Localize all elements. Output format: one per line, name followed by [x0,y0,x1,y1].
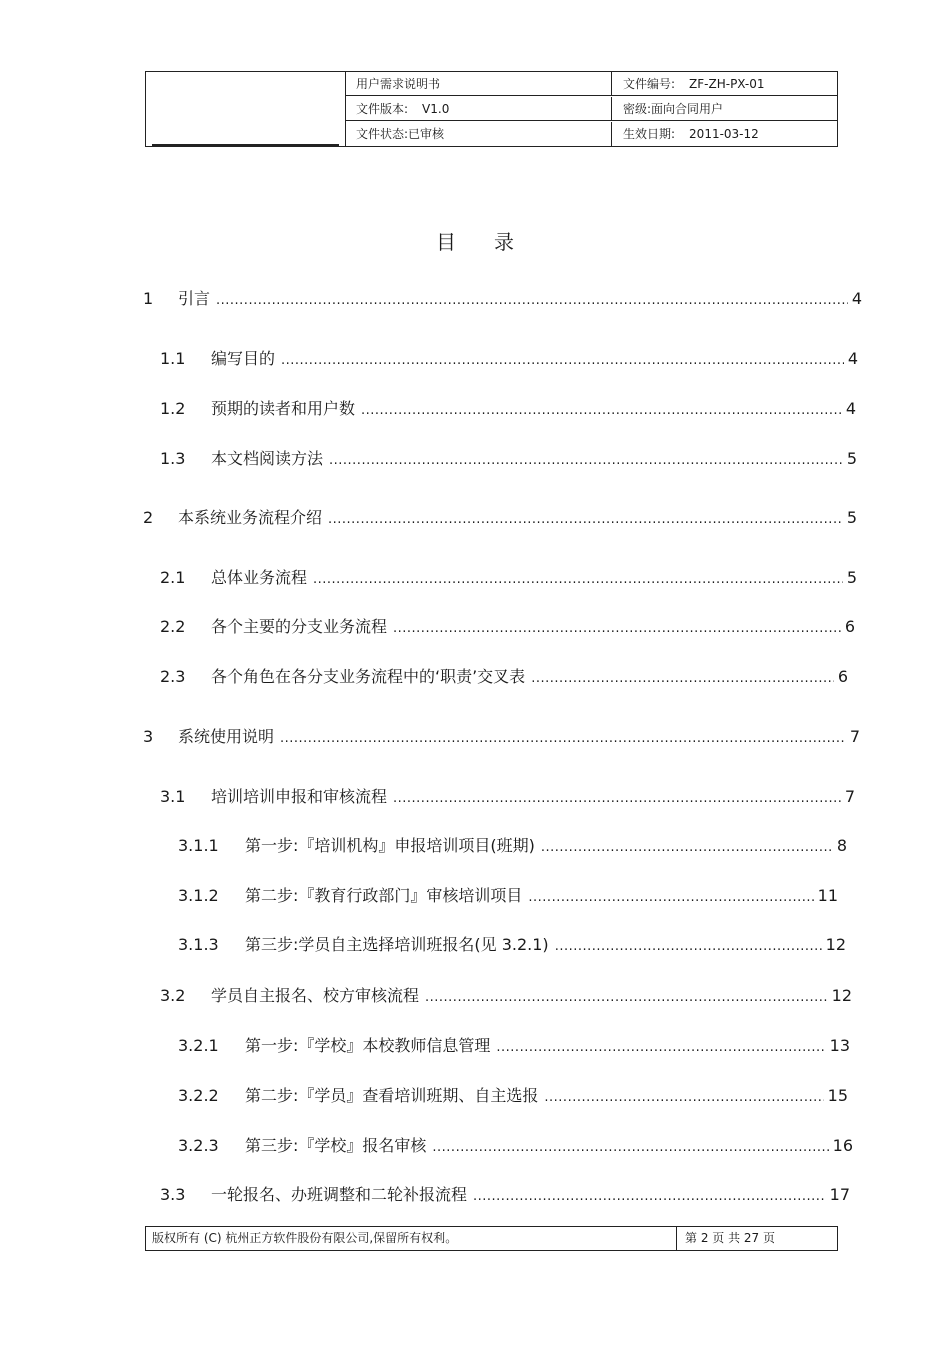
toc-entry[interactable] [160,566,857,590]
toc-entry[interactable] [160,665,848,689]
toc-entry-page: 5 [846,449,857,468]
toc-leader-dots [531,665,834,689]
toc-leader-dots [541,834,833,858]
version-value: V1.0 [422,102,450,116]
doc-title: 用户需求说明书 [346,72,612,96]
toc-leader-dots [281,347,844,371]
toc-entry-page: 4 [851,289,862,308]
toc-entry-number: 1.2 [160,399,186,418]
toc-entry[interactable] [178,1084,848,1108]
effective-date-label: 生效日期: [623,127,676,141]
doc-number: ZF-ZH-PX-01 [689,77,765,91]
page-footer [145,1226,838,1251]
toc-entry-page: 16 [832,1136,853,1155]
toc-entry-number: 2 [143,508,154,527]
toc-entry-label: 系统使用说明 [178,727,275,746]
toc-entry-page: 6 [837,667,848,686]
toc-leader-dots [473,1183,826,1207]
toc-entry-label: 第一步:『学校』本校教师信息管理 [245,1036,491,1055]
effective-date: 2011-03-12 [689,127,759,141]
toc-leader-dots [361,397,842,421]
toc-entry-number: 3.3 [160,1185,186,1204]
toc-entry-page: 6 [844,617,855,636]
toc-entry-page: 15 [827,1086,848,1105]
toc-entry-page: 8 [836,836,847,855]
toc-leader-dots [329,447,843,471]
toc-entry-number: 3.1 [160,787,186,806]
toc-entry-label: 第三步:『学校』报名审核 [245,1136,427,1155]
toc-entry-label: 第一步:『培训机构』申报培训项目(班期) [245,836,535,855]
toc-entry-label: 各个主要的分支业务流程 [211,617,388,636]
toc-entry-number: 3.1.3 [178,935,219,954]
toc-entry-page: 7 [849,727,860,746]
toc-entry-page: 12 [825,935,846,954]
toc-entry-label: 第三步:学员自主选择培训班报名(见 3.2.1) [245,935,549,954]
toc-entry-number: 3.2.2 [178,1086,219,1105]
toc-entry-page: 13 [829,1036,850,1055]
toc-leader-dots [393,615,841,639]
toc-entry-number: 1.1 [160,349,186,368]
toc-title-part-1: 目 [436,230,456,254]
toc-entry-label: 本文档阅读方法 [211,449,324,468]
toc-entry-label: 培训培训申报和审核流程 [211,787,388,806]
copyright-notice: 版权所有 (C) 杭州正方软件股份有限公司,保留所有权利。 [146,1227,677,1250]
toc-entry[interactable] [160,397,856,421]
toc-entry-page: 12 [831,986,852,1005]
toc-entry-label: 本系统业务流程介绍 [178,508,323,527]
toc-entry-label: 一轮报名、办班调整和二轮补报流程 [211,1185,468,1204]
toc-title-part-2: 录 [494,230,514,254]
toc-entry[interactable] [160,615,855,639]
security-label: 密级: [623,102,652,116]
toc-leader-dots [216,287,848,311]
toc-entry[interactable] [178,1134,853,1158]
toc-leader-dots [328,506,843,530]
toc-entry[interactable] [160,347,858,371]
toc-entry[interactable] [160,785,855,809]
toc-entry-label: 总体业务流程 [211,568,308,587]
toc-entry-page: 4 [847,349,858,368]
page-number: 第 2 页 共 27 页 [685,1231,775,1245]
security-value: 面向合同用户 [651,102,724,116]
toc-entry-number: 2.2 [160,617,186,636]
toc-leader-dots [280,725,846,749]
toc-leader-dots [432,1134,828,1158]
toc-leader-dots [425,984,828,1008]
toc-entry-label: 学员自主报名、校方审核流程 [211,986,420,1005]
status-label: 文件状态: [356,127,409,141]
toc-entry[interactable] [178,884,838,908]
toc-entry-number: 2.3 [160,667,186,686]
toc-entry[interactable] [178,834,847,858]
toc-entry[interactable] [143,287,862,311]
toc-leader-dots [313,566,843,590]
toc-entry-page: 5 [846,568,857,587]
toc-entry-page: 17 [829,1185,850,1204]
toc-entry-number: 1 [143,289,154,308]
toc-entry-number: 3.2.1 [178,1036,219,1055]
toc-entry-number: 3.1.2 [178,886,219,905]
toc-entry-number: 1.3 [160,449,186,468]
toc-entry-number: 3.2 [160,986,186,1005]
toc-entry-page: 7 [844,787,855,806]
toc-entry-label: 第二步:『学员』查看培训班期、自主选报 [245,1086,539,1105]
toc-entry-number: 2.1 [160,568,186,587]
toc-entry[interactable] [143,506,857,530]
toc-entry-label: 编写目的 [211,349,276,368]
toc-entry-number: 3.1.1 [178,836,219,855]
status-value: 已审核 [408,127,445,141]
toc-leader-dots [393,785,841,809]
toc-entry[interactable] [143,725,860,749]
toc-entry-page: 5 [846,508,857,527]
toc-entry[interactable] [178,933,846,957]
toc-entry-number: 3 [143,727,154,746]
doc-number-label: 文件编号: [623,77,676,91]
toc-entry-page: 4 [845,399,856,418]
toc-entry-label: 预期的读者和用户数 [211,399,356,418]
version-label: 文件版本: [356,102,409,116]
toc-entry[interactable] [160,984,852,1008]
toc-entry-page: 11 [817,886,838,905]
toc-entry[interactable] [160,1183,850,1207]
toc-entry[interactable] [178,1034,850,1058]
toc-leader-dots [496,1034,825,1058]
toc-entry[interactable] [160,447,857,471]
toc-leader-dots [528,884,813,908]
toc-entry-number: 3.2.3 [178,1136,219,1155]
toc-leader-dots [555,933,822,957]
toc-entry-label: 引言 [178,289,211,308]
toc-entry-label: 各个角色在各分支业务流程中的‘职责’交叉表 [211,667,526,686]
toc-entry-label: 第二步:『教育行政部门』审核培训项目 [245,886,523,905]
toc-leader-dots [544,1084,823,1108]
